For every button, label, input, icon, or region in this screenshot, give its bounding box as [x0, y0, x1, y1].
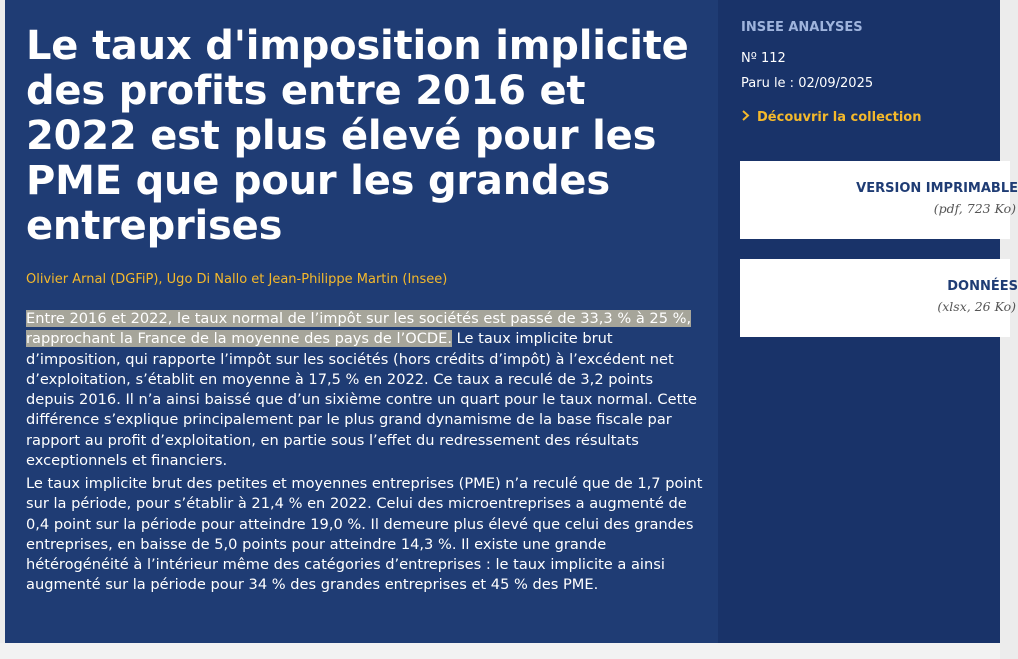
printable-version-title: VERSION IMPRIMABLE: [856, 181, 1018, 196]
summary-paragraph-1-rest: Le taux implicite brut d’imposition, qui rapporte l’impôt sur les sociétés (hors crédits d’impôt) à l’excédent net d’exploitation, s’établit en moyenne à 17,5 % en 2022. Ce taux a reculé de 3,2 points depuis 2016. Il n’a ainsi baissé que d’un sixième contre un quart pour le taux normal. Cette différence s’explique principalement par le plus grand dynamisme de la base fiscale par rapport au profit d’exploitation, en partie sous l’effet du redressement des résultats exceptionnels et financiers.: [26, 330, 698, 470]
data-download-card[interactable]: [740, 259, 1018, 337]
data-download-title: DONNÉES: [947, 279, 1018, 294]
printable-version-size: (pdf, 723 Ko): [933, 201, 1016, 216]
data-download-size: (xlsx, 26 Ko): [937, 299, 1016, 314]
article-title: Le taux d'imposition implicite des profits entre 2016 et 2022 est plus élevé pour les PME que pour les grandes entreprises: [26, 23, 689, 249]
publication-number: Nº 112: [741, 51, 786, 66]
article-panel: [5, 0, 718, 643]
discover-collection-link[interactable]: [741, 110, 921, 125]
article-authors: Olivier Arnal (DGFiP), Ugo Di Nallo et Jean-Philippe Martin (Insee): [26, 272, 448, 287]
summary-paragraph-1: [26, 309, 706, 471]
publication-sidebar: [718, 0, 1018, 643]
chevron-right-icon: [741, 110, 757, 125]
summary-paragraph-2: Le taux implicite brut des petites et moyennes entreprises (PME) n’a reculé que de 1,7 point sur la période, pour s’établir à 21,4 % en 2022. Celui des microentreprises a augmenté de 0,4 point sur la période pour atteindre 19,0 %. Il demeure plus élevé que celui des grandes entreprises, en baisse de 5,0 points pour atteindre 14,3 %. Il existe une grande hétérogénéité à l’intérieur même des catégories d’entreprises : le taux implicite a ainsi augmenté sur la période pour 34 % des grandes entreprises et 45 % des PME.: [26, 475, 703, 594]
text-selection-highlight: Entre 2016 et 2022, le taux normal de l’impôt sur les sociétés est passé de 33,3 % à 25 %, rapprochant la France de la moyenne des pays de l’OCDE.: [26, 310, 692, 348]
discover-collection-label: Découvrir la collection: [757, 110, 922, 125]
collection-name: INSEE ANALYSES: [741, 20, 863, 35]
publication-date: Paru le : 02/09/2025: [741, 76, 874, 91]
printable-version-card[interactable]: [740, 161, 1018, 239]
page-bottom-strip: [0, 643, 1000, 659]
